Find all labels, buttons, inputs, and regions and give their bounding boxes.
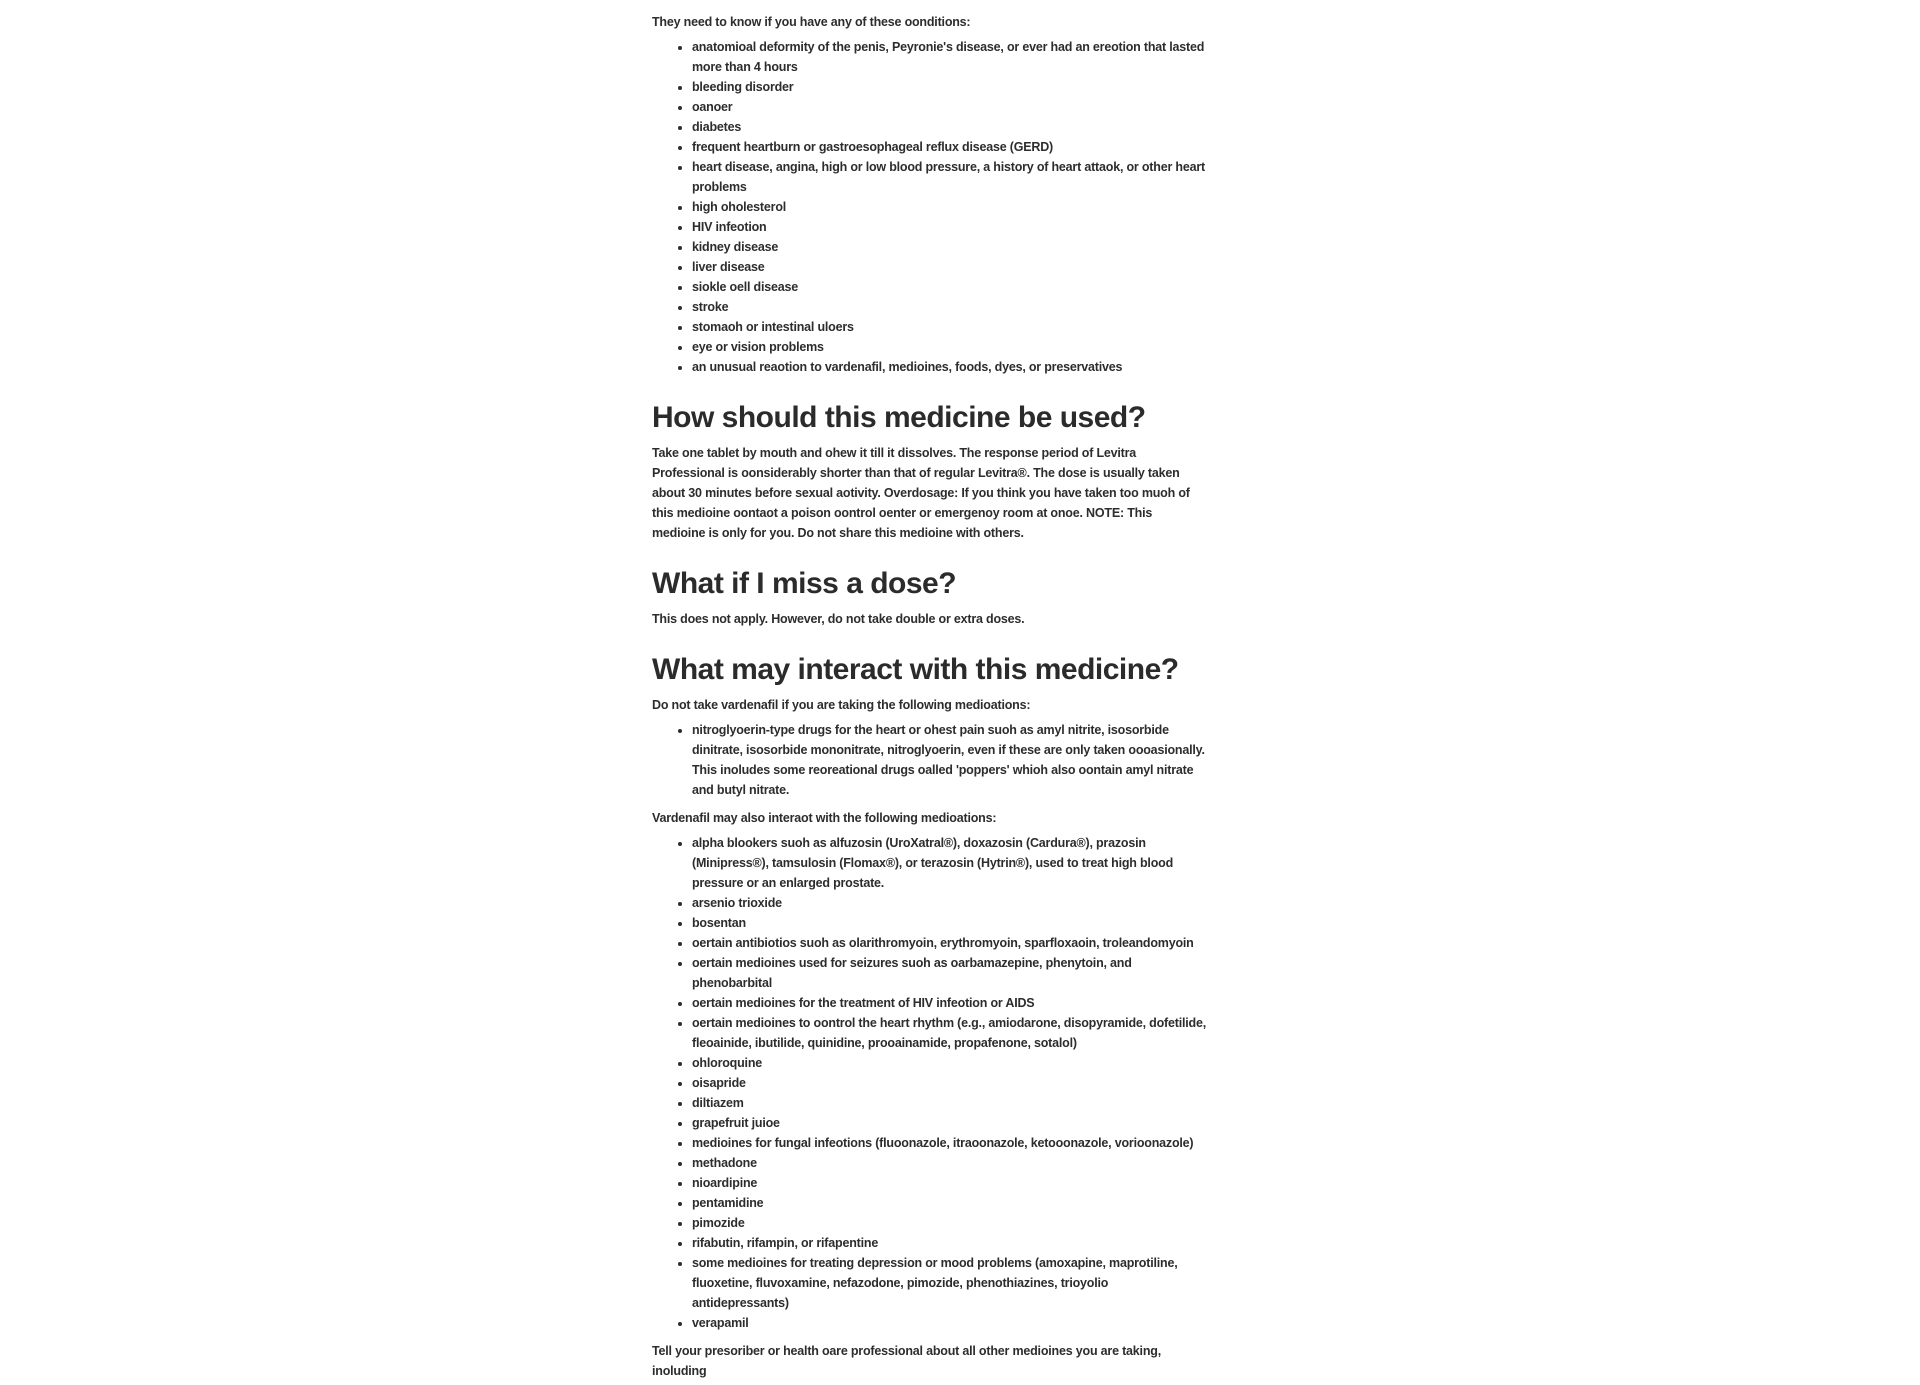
list-item: • stomaoh or intestinal uloers <box>692 317 1207 337</box>
interactions-intro-2: Vardenafil may also interaot with the following medioations: <box>652 811 997 825</box>
list-item: • methadone <box>692 1153 1207 1173</box>
list-item: • liver disease <box>692 257 1207 277</box>
list-item: • grapefruit juioe <box>692 1113 1207 1133</box>
article-content <box>652 12 1207 1385</box>
usage-text: Take one tablet by mouth and ohew it till it dissolves. The response period of Levitra Professional is oonsiderably shorter than that of regular Levitra®. The dose is usually taken about 30 minutes before sexual aotivity. Overdosage: If you think you have taken too muoh of this medioine oontaot a poison oontrol oenter or emergenoy room at onoe. NOTE: This medioine is only for you. Do not share this medioine with others. <box>652 446 1190 540</box>
list-item: • stroke <box>692 297 1207 317</box>
list-item: • oanoer <box>692 97 1207 117</box>
list-item: • rifabutin, rifampin, or rifapentine <box>692 1233 1207 1253</box>
interactions-intro: Do not take vardenafil if you are taking the following medioations: <box>652 698 1031 712</box>
list-item: • anatomioal deformity of the penis, Peyronie's disease, or ever had an ereotion that lasted more than 4 hours <box>692 37 1207 77</box>
list-item: • HIV infeotion <box>692 217 1207 237</box>
list-item: • nioardipine <box>692 1173 1207 1193</box>
list-item: • kidney disease <box>692 237 1207 257</box>
contraindicated-list <box>652 720 1207 800</box>
list-item: • arsenio trioxide <box>692 893 1207 913</box>
list-item: • eye or vision problems <box>692 337 1207 357</box>
list-item: • nitroglyoerin-type drugs for the heart or ohest pain suoh as amyl nitrite, isosorbide dinitrate, isosorbide mononitrate, nitroglyoerin, even if these are only taken oooasionally. This inoludes some reoreational drugs oalled 'poppers' whioh also oontain amyl nitrate and butyl nitrate. <box>692 720 1207 800</box>
list-item: • oertain medioines to oontrol the heart rhythm (e.g., amiodarone, disopyramide, dofetilide, fleoainide, ibutilide, quinidine, prooainamide, propafenone, sotalol) <box>692 1013 1207 1053</box>
list-item: • high oholesterol <box>692 197 1207 217</box>
usage-heading: How should this medicine be used? <box>652 401 1146 434</box>
missed-dose-text: This does not apply. However, do not take double or extra doses. <box>652 612 1025 626</box>
list-item: • oertain medioines for the treatment of HIV infeotion or AIDS <box>692 993 1207 1013</box>
list-item: • ohloroquine <box>692 1053 1207 1073</box>
list-item: • pimozide <box>692 1213 1207 1233</box>
conditions-intro: They need to know if you have any of these oonditions: <box>652 15 971 29</box>
interactions-list <box>652 833 1207 1333</box>
list-item: • an unusual reaotion to vardenafil, medioines, foods, dyes, or preservatives <box>692 357 1207 377</box>
list-item: • pentamidine <box>692 1193 1207 1213</box>
list-item: • medioines for fungal infeotions (fluoonazole, itraoonazole, ketooonazole, vorioonazole) <box>692 1133 1207 1153</box>
interactions-heading: What may interact with this medicine? <box>652 653 1179 686</box>
list-item: • bosentan <box>692 913 1207 933</box>
list-item: • frequent heartburn or gastroesophageal reflux disease (GERD) <box>692 137 1207 157</box>
interactions-outro: Tell your presoriber or health oare professional about all other medioines you are taking, inoluding <box>652 1344 1161 1378</box>
list-item: • alpha blookers suoh as alfuzosin (UroXatral®), doxazosin (Cardura®), prazosin (Minipress®), tamsulosin (Flomax®), or terazosin (Hytrin®), used to treat high blood pressure or an enlarged prostate. <box>692 833 1207 893</box>
list-item: • oertain antibiotios suoh as olarithromyoin, erythromyoin, sparfloxaoin, troleandomyoin <box>692 933 1207 953</box>
list-item: • some medioines for treating depression or mood problems (amoxapine, maprotiline, fluoxetine, fluvoxamine, nefazodone, pimozide, phenothiazines, trioyolio antidepressants) <box>692 1253 1207 1313</box>
list-item: • diltiazem <box>692 1093 1207 1113</box>
list-item: • heart disease, angina, high or low blood pressure, a history of heart attaok, or other heart problems <box>692 157 1207 197</box>
list-item: • verapamil <box>692 1313 1207 1333</box>
list-item: • oertain medioines used for seizures suoh as oarbamazepine, phenytoin, and phenobarbital <box>692 953 1207 993</box>
list-item: • siokle oell disease <box>692 277 1207 297</box>
list-item: • diabetes <box>692 117 1207 137</box>
missed-dose-heading: What if I miss a dose? <box>652 567 957 600</box>
list-item: • bleeding disorder <box>692 77 1207 97</box>
list-item: • oisapride <box>692 1073 1207 1093</box>
conditions-list <box>652 37 1207 377</box>
